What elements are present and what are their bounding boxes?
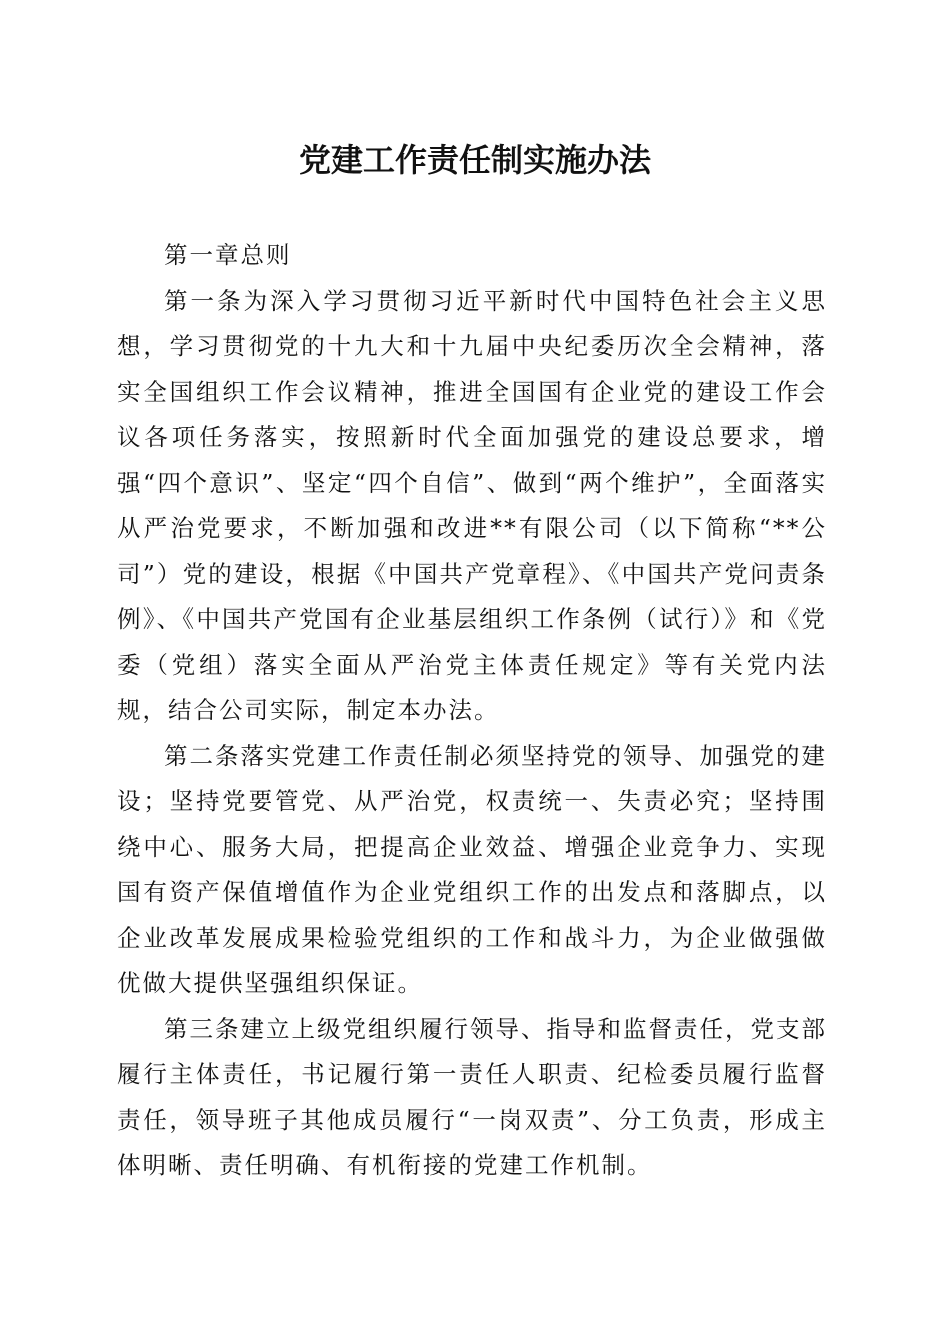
article-1-paragraph: 第一条为深入学习贯彻习近平新时代中国特色社会主义思想，学习贯彻党的十九大和十九届中央纪委历次全会精神，落实全国组织工作会议精神，推进全国国有企业党的建设工作会议各项任务落实，按照新时代全面加强党的建设总要求，增强“四个意识”、坚定“四个自信”、做到“两个维护”，全面落实从严治党要求，不断加强和改进**有限公司（以下简称“**公司”）党的建设，根据《中国共产党章程》、《中国共产党问责条例》、《中国共产党国有企业基层组织工作条例（试行）》和《党委（党组）落实全面从严治党主体责任规定》等有关党内法规，结合公司实际，制定本办法。 — [117, 286, 827, 724]
chapter-heading: 第一章总则 — [164, 241, 292, 269]
article-2-paragraph: 第二条落实党建工作责任制必须坚持党的领导、加强党的建设；坚持党要管党、从严治党，权责统一、失责必究；坚持围绕中心、服务大局，把提高企业效益、增强企业竞争力、实现国有资产保值增值作为企业党组织工作的出发点和落脚点，以企业改革发展成果检验党组织的工作和战斗力，为企业做强做优做大提供坚强组织保证。 — [117, 741, 827, 997]
document-title: 党建工作责任制实施办法 — [298, 141, 651, 179]
article-3-paragraph: 第三条建立上级党组织履行领导、指导和监督责任，党支部履行主体责任，书记履行第一责任人职责、纪检委员履行监督责任，领导班子其他成员履行“一岗双责”、分工负责，形成主体明晰、责任明确、有机衔接的党建工作机制。 — [117, 1014, 827, 1179]
document-body — [117, 233, 827, 1189]
